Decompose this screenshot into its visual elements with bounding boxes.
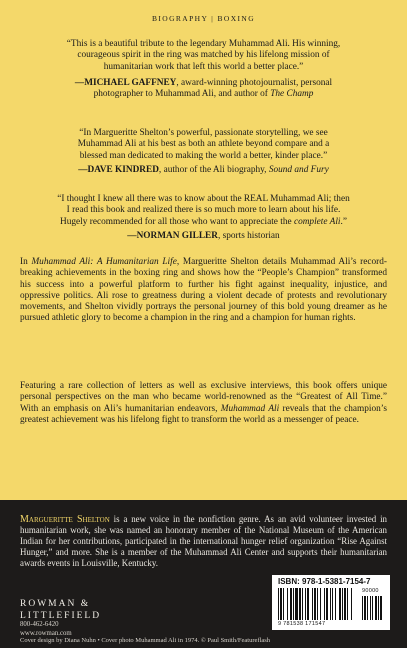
quote-1-attr-1: , award-winning photojournalist, personal [176,78,333,88]
isbn-label: ISBN: 978-1-5381-7154-7 [278,577,371,586]
author-bio [20,514,387,569]
cover-credits: Cover design by Diana Nuhn • Cover photo Muhammad Ali in 1974. © Paul Smith/Featureflash [20,637,271,644]
desc-2-a: Featuring a rare collection of letters as well as exclusive interviews, this book offers unique personal perspectives on the man who became world-renowned as the “Greatest of All Time.” With an emphasis on Ali’s humanitarian endeavors, [20,381,387,414]
barcode-number [278,588,379,627]
quote-1 [20,39,387,73]
quote-3-line-1: “I thought I knew all there was to know about the REAL Muhammad Ali; then [57,194,350,204]
author-bio-text: is a new voice in the nonfiction genre. As an avid volunteer invested in humanitarian work, she was named an honorary member of the National Museum of the American Indian for her contributions, participated in the international hunger relief organization “Rise Against Hunger,” and more. She is a member of the Muhammad Ali Center and supports their humanitarian awards events in Louisville, Kentucky. [20,514,387,568]
quote-2 [20,128,387,162]
quote-2-author: —DAVE KINDRED [78,165,159,175]
quote-3-line-2: I read this book and realized there is so much more to learn about his life. [66,205,341,216]
barcode-addon: 90000 [362,588,379,594]
description-paragraph-1 [20,257,387,325]
quote-1-author: —MICHAEL GAFFNEY [74,78,177,88]
quote-3-line-3: Hugely recommended for all those who want to appreciate the [60,216,294,227]
description-paragraph-2 [20,381,387,426]
publisher-line-1: ROWMAN & [20,599,91,609]
quote-2-line-1: “In Margueritte Shelton’s powerful, passionate storytelling, we see [79,128,328,138]
desc-1-b: , Margueritte Shelton details Muhammad Ali’s record-breaking achievements in the boxing ring and shows how the “People’s Champion” transformed his success into a powerful platform to further his fight against inequality, injustice, and oppressive politics. Ali rose to greatness during a violent decade of protests and revolutionary movements, and Shelton vividly portrays the personal journey of this bold young dreamer as he pursued athletic glory to become a champion in the ring and a champion for human rights. [20,257,388,324]
quote-1-line-1: “This is a beautiful tribute to the legendary Muhammad Ali. His winning, [66,39,341,49]
desc-2-b: reveals that the champion’s greatest achievement was his lifelong fight to transform the world as a messenger of peace. [20,403,387,425]
quote-1-line-3: humanitarian work that left this world a better place.” [103,61,304,72]
barcode-ean: 9 781538 171547 [278,621,326,627]
publisher-logo [20,599,101,622]
quote-3 [14,194,393,228]
book-title: Muhammad Ali: A Humanitarian Life [31,257,177,267]
quote-3-emphasis: complete Ali [293,216,341,227]
quote-2-attribution [20,165,387,176]
quote-2-line-3: blessed man dedicated to making the world a better, kinder place.” [79,150,328,161]
quote-3-attr-1: , sports historian [217,231,280,241]
publisher-line-2: LITTLEFIELD [20,610,102,621]
category-label: BIOGRAPHY | BOXING [151,14,256,23]
quote-3-end: .” [340,216,347,227]
quote-2-line-2: Muhammad Ali at his best as both an athlete beyond compare and a [77,139,330,150]
publisher-website: www.rowman.com [20,630,72,637]
quote-1-attribution [20,78,387,101]
book-title-short: Muhammad Ali [220,403,280,414]
quote-2-attr-1: , author of the Ali biography, [158,165,269,175]
author-name: Margueritte Shelton [20,514,110,525]
quote-1-attr-2: photographer to Muhammad Ali, and author of [93,89,271,100]
quote-3-attribution [20,231,387,242]
quote-3-author: —NORMAN GILLER [127,231,218,241]
barcode-box [272,575,390,630]
quote-1-line-2: courageous spirit in the ring was matched by his lifelong mission of [77,50,330,61]
quote-1-attr-3: The Champ [270,89,314,100]
desc-1-a: In [20,257,32,267]
quote-2-attr-2: Sound and Fury [268,165,329,175]
publisher-phone: 800-462-6420 [20,621,59,628]
